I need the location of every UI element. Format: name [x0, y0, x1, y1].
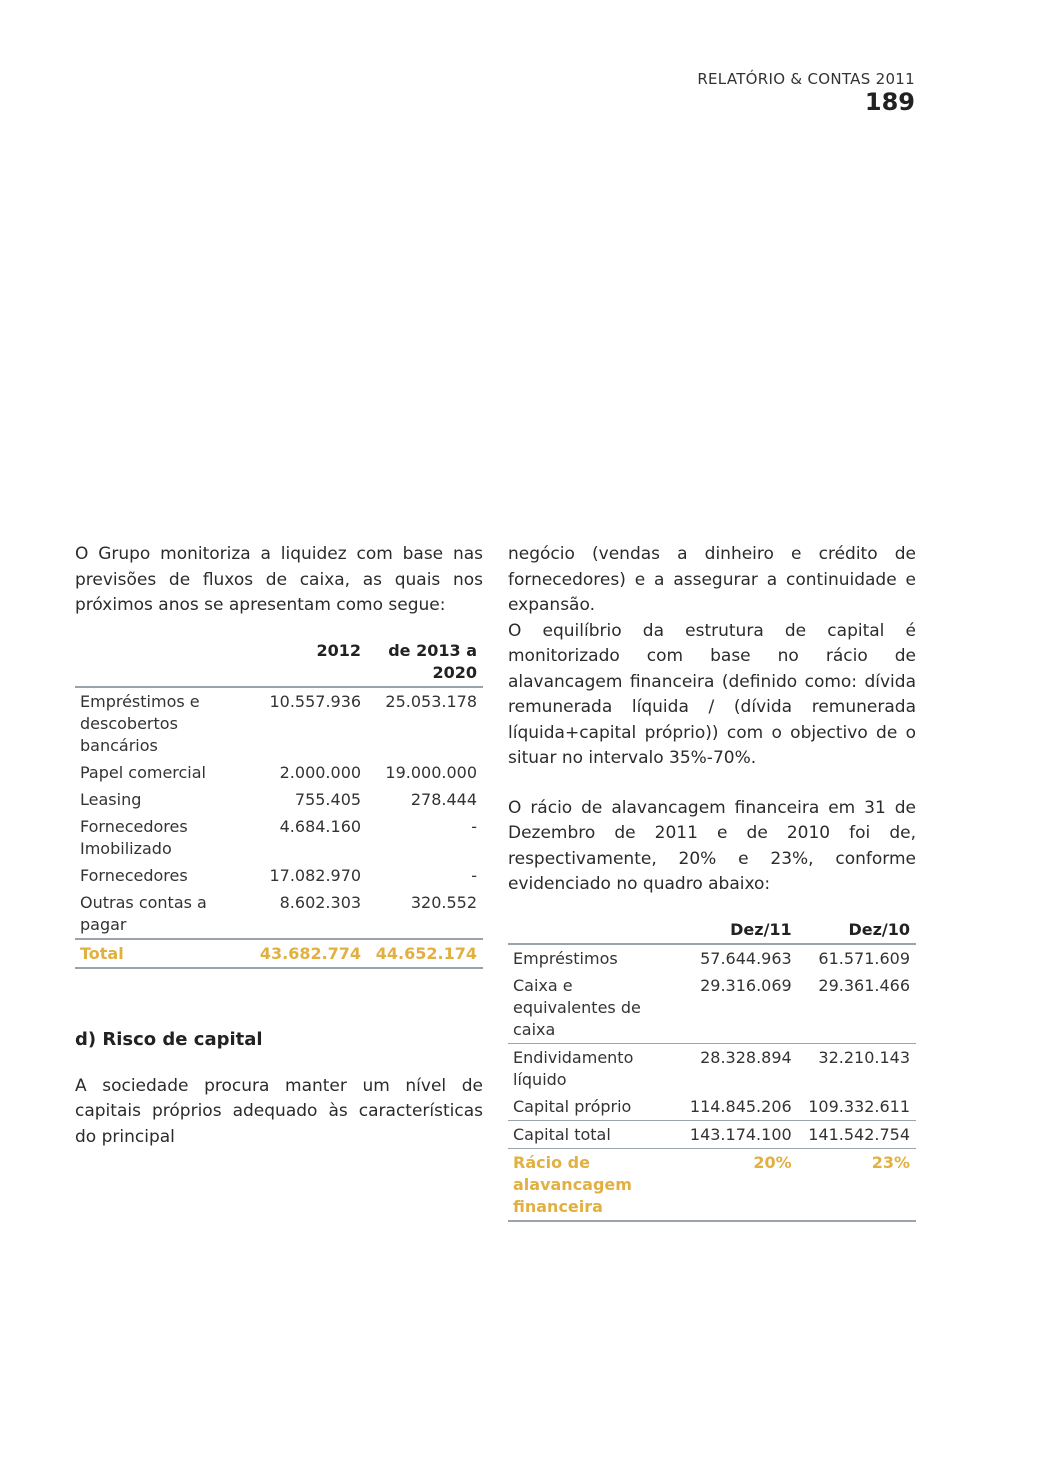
- col-header-2012: 2012: [316, 640, 362, 660]
- table-row: Papel comercial 2.000.000 19.000.000: [80, 762, 477, 782]
- table-row: Endividamento líquido 28.328.894 32.210.143: [508, 1043, 916, 1093]
- table-row: Caixa e equivalentes de caixa 29.316.069 29.361.466: [513, 975, 910, 1039]
- table-row: Capital total 143.174.100 141.542.754: [508, 1120, 916, 1148]
- leverage-table: [508, 916, 916, 1222]
- table-row: Fornecedores 17.082.970 -: [80, 865, 477, 885]
- table-header-row: [75, 637, 483, 687]
- business-paragraph: negócio (vendas a dinheiro e crédito de fornecedores) e a assegurar a continuidade e expansão.: [508, 544, 916, 615]
- leverage-paragraph: O rácio de alavancagem financeira em 31 de Dezembro de 2011 e de 2010 foi de, respectivamente, 20% e 23%, conforme evidenciado no quadro abaixo:: [508, 797, 916, 894]
- table-row: Empréstimos e descobertos bancários 10.557.936 25.053.178: [75, 687, 483, 759]
- col-header-2013-2020: de 2013 a 2020: [388, 640, 477, 682]
- capital-risk-text: A sociedade procura manter um nível de capitais próprios adequado às características do principal: [75, 1075, 483, 1147]
- table-total-row: Total 43.682.774 44.652.174: [75, 939, 483, 968]
- liquidity-intro: O Grupo monitoriza a liquidez com base nas previsões de fluxos de caixa, as quais nos próximos anos se apresentam como segue:: [75, 544, 483, 615]
- right-column: [508, 542, 916, 1222]
- table-header-row: [508, 916, 916, 944]
- cash-flow-table: [75, 637, 483, 969]
- table-row: Capital próprio 114.845.206 109.332.611: [513, 1096, 910, 1116]
- page-number: 189: [864, 88, 915, 116]
- report-title: RELATÓRIO & CONTAS 2011: [697, 70, 915, 88]
- col-header-dez10: Dez/10: [848, 919, 910, 939]
- section-title: d) Risco de capital: [75, 1028, 263, 1050]
- table-row: Leasing 755.405 278.444: [80, 789, 477, 809]
- leverage-ratio-row: Rácio de alavancagem financeira 20% 23%: [508, 1148, 916, 1221]
- page-header: [697, 70, 915, 116]
- col-header-dez11: Dez/11: [730, 919, 792, 939]
- table-row: Fornecedores Imobilizado 4.684.160 -: [80, 816, 477, 858]
- table-row: Empréstimos 57.644.963 61.571.609: [508, 944, 916, 972]
- left-column: [75, 542, 483, 1150]
- capital-structure-paragraph: O equilíbrio da estrutura de capital é monitorizado com base no rácio de alavancagem financeira (definido como: dívida remunerada líquida / (dívida remunerada líquida+capital próprio)) com o objectivo de o situar no intervalo 35%-70%.: [508, 620, 916, 768]
- table-row: Outras contas a pagar 8.602.303 320.552: [80, 892, 477, 934]
